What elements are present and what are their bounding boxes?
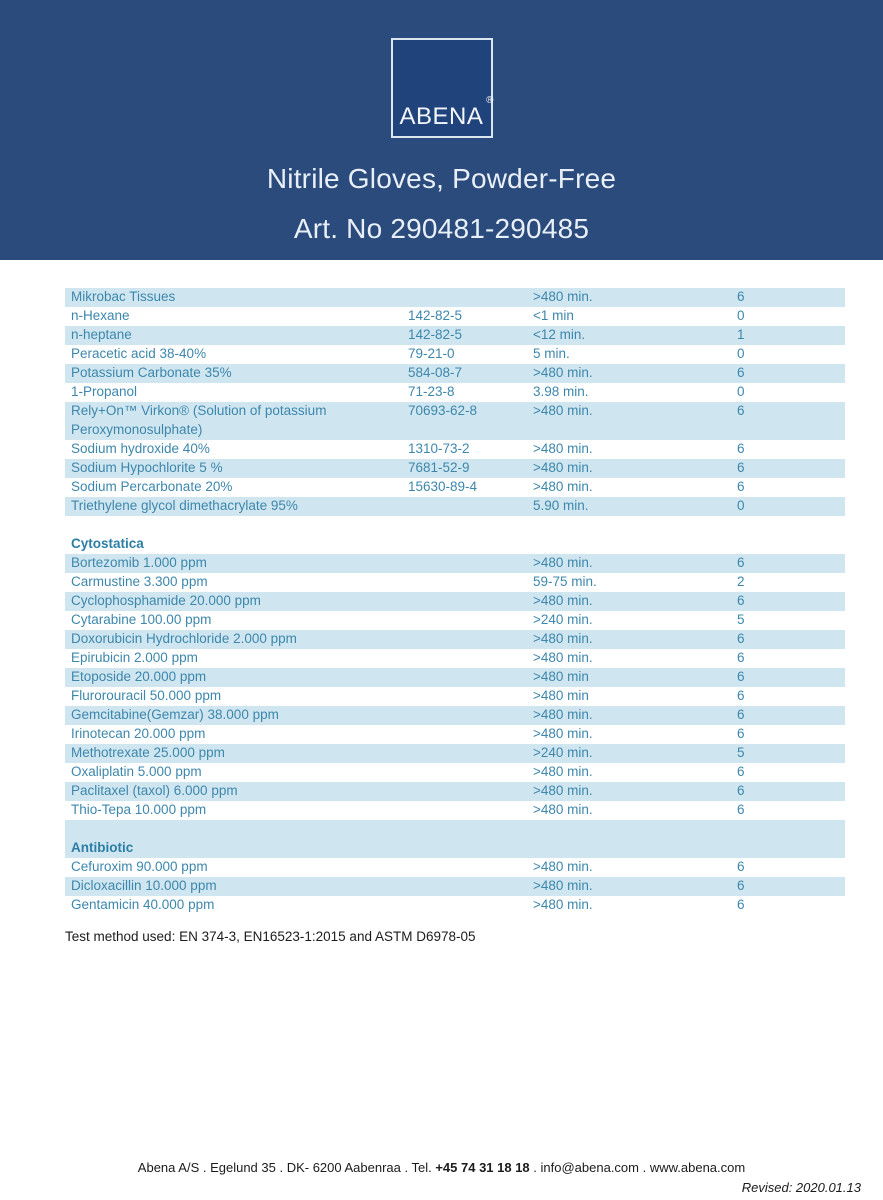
cell-name: Cyclophosphamide 20.000 ppm — [71, 592, 261, 608]
cell-time: >480 min. — [533, 782, 593, 798]
test-method-note: Test method used: EN 374-3, EN16523-1:2015 and ASTM D6978-05 — [65, 928, 476, 944]
cell-time: >480 min. — [533, 478, 593, 494]
table-row — [65, 497, 845, 516]
article-number: Art. No 290481-290485 — [293, 213, 590, 244]
cell-cas: 584-08-7 — [408, 365, 463, 380]
cell-cas: 70693-62-8 — [408, 403, 478, 418]
table-row — [65, 345, 845, 364]
cell-rating: 6 — [737, 365, 745, 380]
cell-name: Cefuroxim 90.000 ppm — [71, 858, 208, 874]
cell-time: <1 min — [533, 308, 574, 323]
cell-cas: 71-23-8 — [408, 384, 455, 399]
section-spacer — [65, 516, 845, 535]
section-heading-label: Cytostatica — [71, 535, 144, 551]
section-spacer — [65, 820, 845, 839]
cell-name: Doxorubicin Hydrochloride 2.000 ppm — [71, 630, 297, 646]
cell-time: >480 min. — [533, 725, 593, 741]
cell-rating: 6 — [737, 801, 745, 817]
cell-rating: 6 — [737, 725, 745, 741]
cell-rating: 6 — [737, 403, 745, 418]
cell-time: <12 min. — [533, 327, 586, 342]
cell-name: Dicloxacillin 10.000 ppm — [71, 877, 217, 893]
cell-cas: 79-21-0 — [408, 346, 455, 361]
cell-rating: 0 — [737, 497, 745, 513]
cell-name: Flurorouracil 50.000 ppm — [71, 687, 222, 703]
table-row — [65, 573, 845, 592]
table-row — [65, 440, 845, 459]
cell-name: n-heptane — [71, 327, 132, 342]
cell-name: 1-Propanol — [71, 384, 138, 399]
cell-time: >480 min — [533, 687, 589, 703]
cell-rating: 6 — [737, 896, 745, 912]
cell-name: Sodium hydroxide 40% — [71, 440, 210, 456]
banner — [0, 0, 883, 260]
cell-name: Potassium Carbonate 35% — [71, 365, 232, 380]
table-row — [65, 383, 845, 402]
table-row — [65, 611, 845, 630]
cell-time: >480 min. — [533, 630, 593, 646]
chem-table — [65, 288, 845, 915]
table-row — [65, 630, 845, 649]
revised-date: Revised: 2020.01.13 — [741, 1180, 861, 1195]
cell-name: Gentamicin 40.000 ppm — [71, 896, 215, 912]
cell-name: Paclitaxel (taxol) 6.000 ppm — [71, 782, 238, 798]
cell-name: Bortezomib 1.000 ppm — [71, 554, 207, 570]
abena-logo-text: ABENA — [399, 103, 484, 130]
document-title: Nitrile Gloves, Powder-Free — [266, 163, 617, 194]
table-row — [65, 706, 845, 725]
cell-time: >480 min. — [533, 649, 593, 665]
cell-rating: 2 — [737, 573, 745, 589]
section-heading — [65, 535, 845, 554]
cell-rating: 6 — [737, 289, 745, 304]
cell-rating: 6 — [737, 782, 745, 798]
cell-time: >480 min. — [533, 877, 593, 893]
table-row — [65, 668, 845, 687]
table-row — [65, 288, 845, 307]
table-row — [65, 877, 845, 896]
cell-name: Peracetic acid 38-40% — [71, 346, 207, 361]
cell-time: >480 min. — [533, 459, 593, 475]
cell-name: Triethylene glycol dimethacrylate 95% — [71, 497, 298, 513]
cell-cas: 1310-73-2 — [408, 440, 470, 456]
cell-time: >480 min. — [533, 801, 593, 817]
cell-rating: 6 — [737, 668, 745, 684]
cell-name: Sodium Percarbonate 20% — [71, 478, 233, 494]
cell-rating: 6 — [737, 554, 745, 570]
cell-cas: 142-82-5 — [408, 308, 463, 323]
cell-time: >480 min. — [533, 896, 593, 912]
table-row — [65, 858, 845, 877]
table-row — [65, 364, 845, 383]
cell-name: n-Hexane — [71, 308, 130, 323]
table-row — [65, 402, 845, 440]
cell-time: >480 min. — [533, 554, 593, 570]
cell-rating: 6 — [737, 592, 745, 608]
cell-cas: 142-82-5 — [408, 327, 463, 342]
table-row — [65, 687, 845, 706]
cell-time: >240 min. — [533, 611, 593, 627]
cell-rating: 6 — [737, 440, 745, 456]
cell-rating: 6 — [737, 706, 745, 722]
section-heading-label: Antibiotic — [71, 839, 134, 855]
cell-time: >480 min — [533, 668, 589, 684]
table-row — [65, 459, 845, 478]
table-row — [65, 725, 845, 744]
cell-time: >240 min. — [533, 744, 593, 760]
cell-rating: 5 — [737, 611, 745, 627]
cell-rating: 6 — [737, 649, 745, 665]
table-row — [65, 307, 845, 326]
cell-cas: 7681-52-9 — [408, 459, 470, 475]
cell-time: 5.90 min. — [533, 497, 589, 513]
table-row — [65, 763, 845, 782]
cell-rating: 6 — [737, 630, 745, 646]
cell-time: >480 min. — [533, 763, 593, 779]
registered-trademark-icon: ® — [486, 95, 494, 106]
cell-time: >480 min. — [533, 403, 593, 418]
cell-name: Gemcitabine(Gemzar) 38.000 ppm — [71, 706, 279, 722]
cell-rating: 1 — [737, 327, 745, 342]
cell-rating: 5 — [737, 744, 745, 760]
table-row — [65, 649, 845, 668]
table-row — [65, 744, 845, 763]
cell-time: >480 min. — [533, 706, 593, 722]
cell-name: Irinotecan 20.000 ppm — [71, 725, 206, 741]
cell-time: 59-75 min. — [533, 573, 597, 589]
table-row — [65, 592, 845, 611]
table-row — [65, 782, 845, 801]
cell-name: Sodium Hypochlorite 5 % — [71, 459, 223, 475]
footer-address-prefix: Abena A/S . Egelund 35 . DK- 6200 Aabenraa . Tel. — [137, 1160, 436, 1175]
cell-time: 5 min. — [533, 346, 570, 361]
cell-time: >480 min. — [533, 289, 593, 304]
cell-rating: 6 — [737, 478, 745, 494]
cell-time: >480 min. — [533, 592, 593, 608]
section-heading — [65, 839, 845, 858]
table-row — [65, 326, 845, 345]
cell-rating: 0 — [737, 308, 745, 323]
cell-rating: 6 — [737, 687, 745, 703]
cell-cas: 15630-89-4 — [408, 478, 478, 494]
abena-logo — [391, 38, 493, 138]
cell-name: Oxaliplatin 5.000 ppm — [71, 763, 202, 779]
cell-time: 3.98 min. — [533, 384, 589, 399]
cell-rating: 6 — [737, 858, 745, 874]
footer-address-suffix: . info@abena.com . www.abena.com — [529, 1160, 746, 1175]
cell-time: >480 min. — [533, 858, 593, 874]
table-row — [65, 478, 845, 497]
cell-name: Methotrexate 25.000 ppm — [71, 744, 225, 760]
cell-rating: 0 — [737, 384, 745, 399]
table-row — [65, 896, 845, 915]
footer-address-line — [0, 1160, 883, 1175]
cell-rating: 6 — [737, 877, 745, 893]
cell-name: Rely+On™ Virkon® (Solution of potassium Peroxymonosulphate) — [71, 403, 327, 437]
cell-rating: 6 — [737, 763, 745, 779]
cell-rating: 0 — [737, 346, 745, 361]
cell-name: Etoposide 20.000 ppm — [71, 668, 207, 684]
footer-phone: +45 74 31 18 18 — [435, 1160, 530, 1175]
cell-rating: 6 — [737, 459, 745, 475]
cell-name: Mikrobac Tissues — [71, 289, 176, 304]
table-row — [65, 801, 845, 820]
cell-time: >480 min. — [533, 365, 593, 380]
cell-name: Cytarabine 100.00 ppm — [71, 611, 212, 627]
cell-name: Thio-Tepa 10.000 ppm — [71, 801, 207, 817]
cell-name: Epirubicin 2.000 ppm — [71, 649, 198, 665]
table-row — [65, 554, 845, 573]
cell-name: Carmustine 3.300 ppm — [71, 573, 208, 589]
cell-time: >480 min. — [533, 440, 593, 456]
